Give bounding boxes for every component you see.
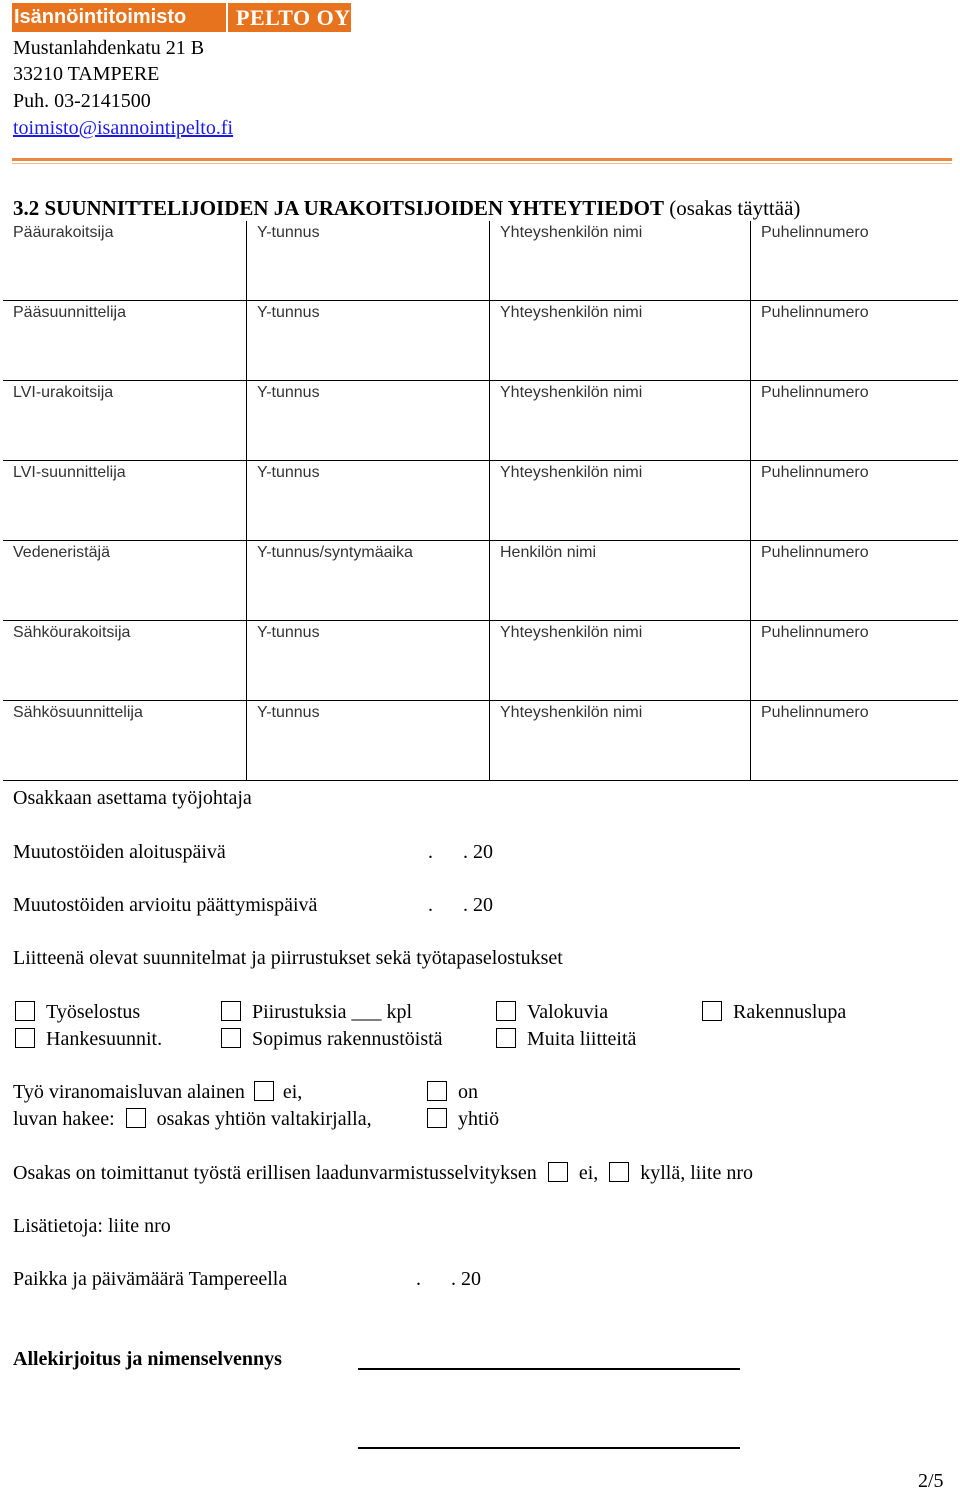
- address-line-1: Mustanlahdenkatu 21 B: [13, 37, 205, 59]
- phone-cell[interactable]: Puhelinnumero: [751, 461, 959, 541]
- role-cell[interactable]: Pääurakoitsija: [3, 221, 247, 301]
- project-plans-label: Hankesuunnit.: [46, 1028, 163, 1050]
- other-attachments-label: Muita liitteitä: [527, 1028, 637, 1050]
- attachment-other: [496, 1028, 636, 1051]
- role-cell[interactable]: Sähköurakoitsija: [3, 621, 247, 701]
- permit-yes-option: [427, 1081, 478, 1104]
- phone-cell[interactable]: Puhelinnumero: [751, 621, 959, 701]
- apply-company-label: yhtiö: [458, 1108, 500, 1130]
- permit-no-label: ei,: [282, 1081, 303, 1103]
- phone-cell[interactable]: Puhelinnumero: [751, 381, 959, 461]
- table-row: [3, 381, 958, 461]
- project-plans-checkbox[interactable]: [15, 1028, 35, 1048]
- role-cell[interactable]: Pääsuunnittelija: [3, 301, 247, 381]
- phone-cell[interactable]: Puhelinnumero: [751, 221, 959, 301]
- quality-row: [13, 1162, 753, 1185]
- name-clarification-line[interactable]: [358, 1447, 740, 1449]
- work-description-label: Työselostus: [46, 1001, 141, 1023]
- permit-yes-label: on: [458, 1081, 478, 1103]
- place-date-label: Paikka ja päivämäärä Tampereella: [13, 1268, 288, 1290]
- section-title-note: (osakas täyttää): [669, 196, 801, 220]
- apply-company-option: [427, 1108, 499, 1131]
- contact-name-cell[interactable]: Henkilön nimi: [490, 541, 751, 621]
- contact-name-cell[interactable]: Yhteyshenkilön nimi: [490, 461, 751, 541]
- quality-yes-checkbox[interactable]: [609, 1162, 629, 1182]
- header-divider: [12, 158, 952, 161]
- place-date-field[interactable]: . . 20: [416, 1268, 481, 1290]
- section-title-main: 3.2 SUUNNITTELIJOIDEN JA URAKOITSIJOIDEN YHTEYTIEDOT: [13, 196, 664, 220]
- page-number: 2/5: [918, 1470, 944, 1492]
- apply-owner-checkbox[interactable]: [126, 1108, 146, 1128]
- phone-cell[interactable]: Puhelinnumero: [751, 701, 959, 781]
- end-date-label: Muutostöiden arvioitu päättymispäivä: [13, 894, 318, 916]
- company-logo: [12, 3, 351, 32]
- start-date-row: [13, 841, 226, 864]
- business-id-cell[interactable]: Y-tunnus: [247, 221, 490, 301]
- table-row: [3, 541, 958, 621]
- logo-left-text: Isännöintitoimisto: [12, 3, 226, 32]
- apply-owner-label: osakas yhtiön valtakirjalla,: [156, 1108, 372, 1130]
- end-date-field[interactable]: . . 20: [428, 894, 493, 916]
- table-row: [3, 461, 958, 541]
- permit-yes-checkbox[interactable]: [427, 1081, 447, 1101]
- attachment-work-description: [15, 1001, 140, 1024]
- contacts-table: [3, 221, 958, 781]
- business-id-cell[interactable]: Y-tunnus/syntymäaika: [247, 541, 490, 621]
- apply-company-checkbox[interactable]: [427, 1108, 447, 1128]
- signature-line[interactable]: [358, 1368, 740, 1370]
- contact-name-cell[interactable]: Yhteyshenkilön nimi: [490, 701, 751, 781]
- business-id-cell[interactable]: Y-tunnus: [247, 381, 490, 461]
- start-date-label: Muutostöiden aloituspäivä: [13, 841, 226, 863]
- role-cell[interactable]: LVI-urakoitsija: [3, 381, 247, 461]
- attachment-building-permit: [702, 1001, 846, 1024]
- permit-no-checkbox[interactable]: [254, 1081, 274, 1101]
- quality-label: Osakas on toimittanut työstä erillisen laadunvarmistusselvityksen: [13, 1162, 537, 1184]
- phone-cell[interactable]: Puhelinnumero: [751, 541, 959, 621]
- logo-right-text: PELTO OY: [226, 3, 351, 32]
- apply-row: [13, 1108, 372, 1131]
- email-link[interactable]: toimisto@isannointipelto.fi: [13, 117, 234, 139]
- business-id-cell[interactable]: Y-tunnus: [247, 701, 490, 781]
- table-row: [3, 701, 958, 781]
- table-row: [3, 221, 958, 301]
- contract-label: Sopimus rakennustöistä: [252, 1028, 443, 1050]
- phone-cell[interactable]: Puhelinnumero: [751, 301, 959, 381]
- attachment-project-plans: [15, 1028, 162, 1051]
- photos-label: Valokuvia: [527, 1001, 609, 1023]
- attachment-contract: [221, 1028, 443, 1051]
- apply-label: luvan hakee:: [13, 1108, 115, 1130]
- building-permit-label: Rakennuslupa: [733, 1001, 847, 1023]
- attachment-photos: [496, 1001, 608, 1024]
- contract-checkbox[interactable]: [221, 1028, 241, 1048]
- header-divider-thin: [12, 163, 952, 164]
- business-id-cell[interactable]: Y-tunnus: [247, 301, 490, 381]
- other-attachments-checkbox[interactable]: [496, 1028, 516, 1048]
- building-permit-checkbox[interactable]: [702, 1001, 722, 1021]
- business-id-cell[interactable]: Y-tunnus: [247, 621, 490, 701]
- work-description-checkbox[interactable]: [15, 1001, 35, 1021]
- business-id-cell[interactable]: Y-tunnus: [247, 461, 490, 541]
- contact-name-cell[interactable]: Yhteyshenkilön nimi: [490, 621, 751, 701]
- drawings-checkbox[interactable]: [221, 1001, 241, 1021]
- permit-label: Työ viranomaisluvan alainen: [13, 1081, 245, 1103]
- quality-no-checkbox[interactable]: [548, 1162, 568, 1182]
- table-row: [3, 301, 958, 381]
- role-cell[interactable]: Sähkösuunnittelija: [3, 701, 247, 781]
- table-row: [3, 621, 958, 701]
- permit-row: [13, 1081, 302, 1104]
- attachments-label: Liitteenä olevat suunnitelmat ja piirrustukset sekä työtapaselostukset: [13, 947, 563, 969]
- contact-name-cell[interactable]: Yhteyshenkilön nimi: [490, 381, 751, 461]
- extra-info-label: Lisätietoja: liite nro: [13, 1215, 171, 1237]
- start-date-field[interactable]: . . 20: [428, 841, 493, 863]
- role-cell[interactable]: LVI-suunnittelija: [3, 461, 247, 541]
- contact-name-cell[interactable]: Yhteyshenkilön nimi: [490, 301, 751, 381]
- quality-no-label: ei,: [578, 1162, 599, 1184]
- phone-number: Puh. 03-2141500: [13, 90, 151, 112]
- role-cell[interactable]: Vedeneristäjä: [3, 541, 247, 621]
- drawings-label: Piirustuksia ___ kpl: [252, 1001, 413, 1023]
- address-line-2: 33210 TAMPERE: [13, 63, 160, 85]
- section-title: [13, 196, 800, 221]
- contact-name-cell[interactable]: Yhteyshenkilön nimi: [490, 221, 751, 301]
- quality-yes-label: kyllä, liite nro: [640, 1162, 754, 1184]
- signature-label: Allekirjoitus ja nimenselvennys: [13, 1348, 282, 1370]
- attachment-drawings: [221, 1001, 412, 1024]
- photos-checkbox[interactable]: [496, 1001, 516, 1021]
- supervisor-label: Osakkaan asettama työjohtaja: [13, 787, 252, 809]
